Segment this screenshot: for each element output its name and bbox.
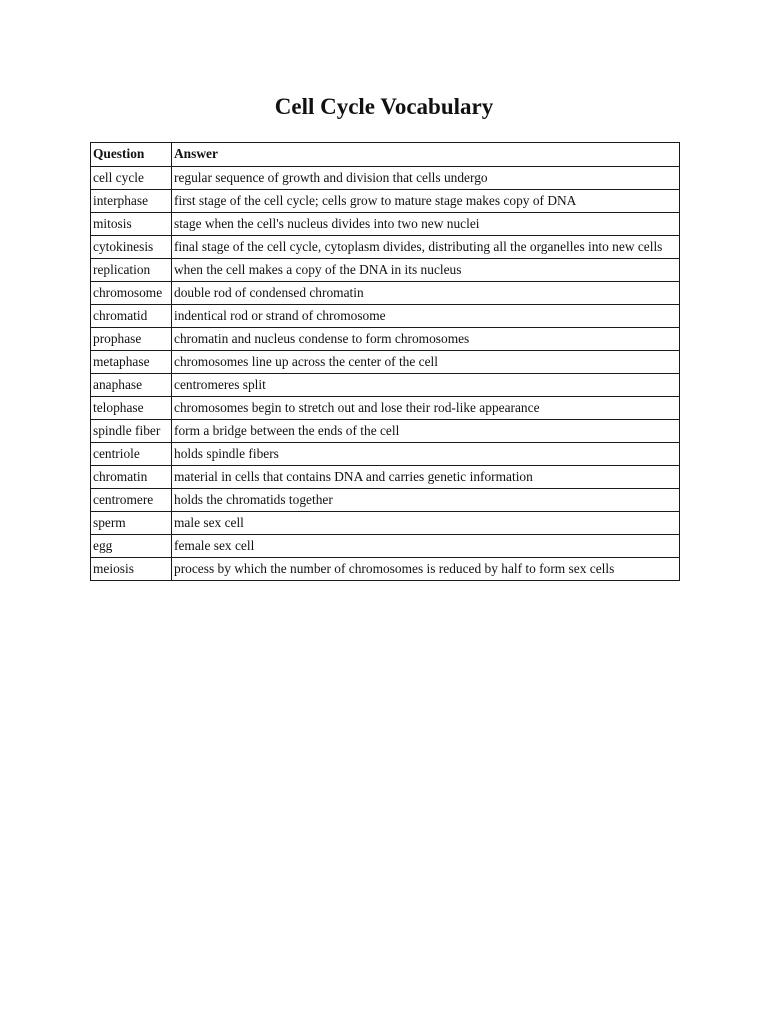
definition-cell: first stage of the cell cycle; cells grow to mature stage makes copy of DNA [172, 190, 680, 213]
term-cell: centromere [91, 489, 172, 512]
definition-cell: male sex cell [172, 512, 680, 535]
definition-cell: centromeres split [172, 374, 680, 397]
table-row [91, 259, 680, 282]
table-row [91, 282, 680, 305]
definition-cell: final stage of the cell cycle, cytoplasm divides, distributing all the organelles into new cells [172, 236, 680, 259]
vocabulary-table [90, 142, 680, 581]
definition-cell: regular sequence of growth and division that cells undergo [172, 167, 680, 190]
table-row [91, 167, 680, 190]
term-cell: sperm [91, 512, 172, 535]
term-cell: meiosis [91, 558, 172, 581]
term-cell: anaphase [91, 374, 172, 397]
term-cell: replication [91, 259, 172, 282]
term-cell: mitosis [91, 213, 172, 236]
definition-cell: process by which the number of chromosomes is reduced by half to form sex cells [172, 558, 680, 581]
definition-cell: holds the chromatids together [172, 489, 680, 512]
table-row [91, 328, 680, 351]
table-row [91, 190, 680, 213]
term-cell: chromosome [91, 282, 172, 305]
term-cell: centriole [91, 443, 172, 466]
term-cell: metaphase [91, 351, 172, 374]
table-row [91, 558, 680, 581]
term-cell: spindle fiber [91, 420, 172, 443]
definition-cell: holds spindle fibers [172, 443, 680, 466]
column-header-answer: Answer [172, 143, 680, 167]
definition-cell: form a bridge between the ends of the cell [172, 420, 680, 443]
term-cell: telophase [91, 397, 172, 420]
definition-cell: stage when the cell's nucleus divides into two new nuclei [172, 213, 680, 236]
table-row [91, 397, 680, 420]
term-cell: cell cycle [91, 167, 172, 190]
definition-cell: indentical rod or strand of chromosome [172, 305, 680, 328]
definition-cell: chromosomes line up across the center of the cell [172, 351, 680, 374]
term-cell: chromatin [91, 466, 172, 489]
definition-cell: material in cells that contains DNA and carries genetic information [172, 466, 680, 489]
definition-cell: chromatin and nucleus condense to form chromosomes [172, 328, 680, 351]
term-cell: interphase [91, 190, 172, 213]
table-row [91, 420, 680, 443]
table-header-row [91, 143, 680, 167]
term-cell: egg [91, 535, 172, 558]
definition-cell: double rod of condensed chromatin [172, 282, 680, 305]
definition-cell: chromosomes begin to stretch out and lose their rod-like appearance [172, 397, 680, 420]
table-row [91, 512, 680, 535]
table-row [91, 374, 680, 397]
definition-cell: female sex cell [172, 535, 680, 558]
page-title: Cell Cycle Vocabulary [274, 94, 494, 119]
table-row [91, 351, 680, 374]
term-cell: cytokinesis [91, 236, 172, 259]
table-row [91, 489, 680, 512]
table-row [91, 466, 680, 489]
table-row [91, 443, 680, 466]
table-row [91, 213, 680, 236]
term-cell: prophase [91, 328, 172, 351]
definition-cell: when the cell makes a copy of the DNA in its nucleus [172, 259, 680, 282]
term-cell: chromatid [91, 305, 172, 328]
table-row [91, 535, 680, 558]
table-row [91, 305, 680, 328]
table-row [91, 236, 680, 259]
column-header-question: Question [91, 143, 172, 167]
